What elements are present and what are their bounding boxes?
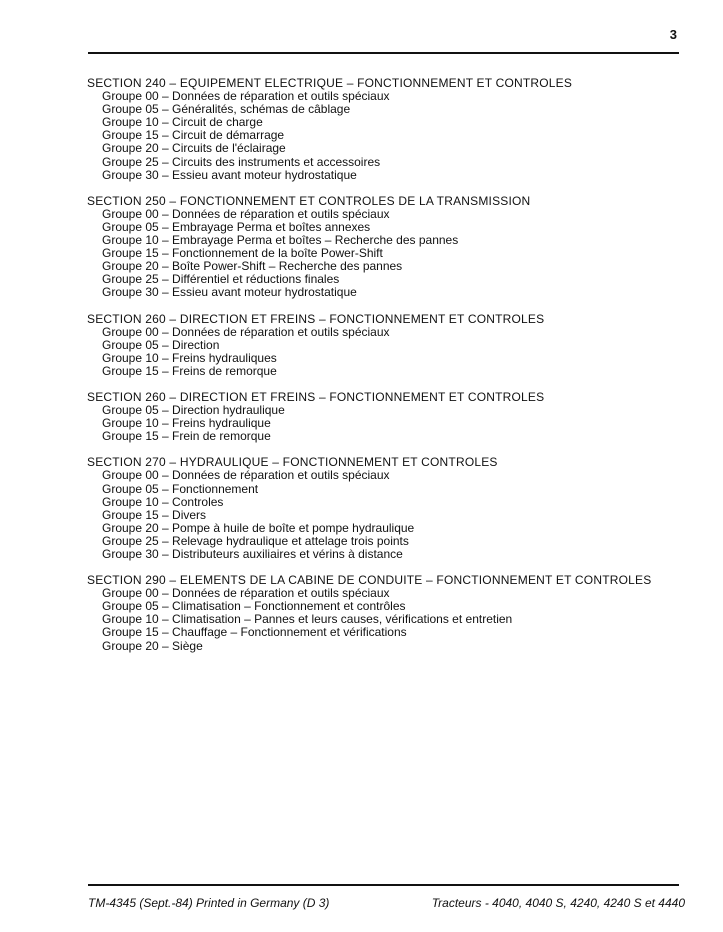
- group-entry: Groupe 15 – Fonctionnement de la boîte Power-Shift: [102, 246, 383, 261]
- group-entry: Groupe 00 – Données de réparation et outils spéciaux: [102, 206, 390, 221]
- group-entry: Groupe 15 – Chauffage – Fonctionnement et vérifications: [102, 625, 407, 640]
- group-entry: Groupe 15 – Circuit de démarrage: [102, 128, 285, 143]
- group-entry: Groupe 15 – Freins de remorque: [102, 363, 277, 378]
- group-entry: Groupe 00 – Données de réparation et outils spéciaux: [102, 89, 390, 104]
- group-entry: Groupe 20 – Boîte Power-Shift – Recherche des pannes: [102, 259, 403, 274]
- header-rule: [88, 52, 679, 54]
- group-entry: Groupe 00 – Données de réparation et outils spéciaux: [102, 468, 390, 483]
- group-entry: Groupe 05 – Fonctionnement: [102, 481, 259, 496]
- toc-section: [87, 195, 697, 300]
- group-entry: Groupe 05 – Direction hydraulique: [102, 403, 285, 418]
- group-entry: Groupe 00 – Données de réparation et outils spéciaux: [102, 324, 390, 339]
- group-entry: Groupe 25 – Circuits des instruments et accessoires: [102, 154, 381, 169]
- toc-section: [87, 574, 697, 653]
- section-title: SECTION 260 – DIRECTION ET FREINS – FONCTIONNEMENT ET CONTROLES: [87, 389, 545, 404]
- table-of-contents: [87, 77, 697, 666]
- group-entry: Groupe 10 – Circuit de charge: [102, 115, 263, 130]
- group-entry: Groupe 00 – Données de réparation et outils spéciaux: [102, 586, 390, 601]
- footer-document-reference: TM-4345 (Sept.-84) Printed in Germany (D 3): [88, 896, 330, 910]
- toc-section: [87, 77, 697, 182]
- group-entry: Groupe 10 – Embrayage Perma et boîtes – Recherche des pannes: [102, 233, 459, 248]
- group-entry: Groupe 15 – Frein de remorque: [102, 429, 271, 444]
- toc-section: [87, 456, 697, 561]
- group-entry: Groupe 20 – Siège: [102, 638, 203, 653]
- section-title: SECTION 240 – EQUIPEMENT ELECTRIQUE – FONCTIONNEMENT ET CONTROLES: [87, 76, 573, 90]
- group-entry: Groupe 25 – Relevage hydraulique et attelage trois points: [102, 533, 409, 548]
- group-entry: Groupe 20 – Pompe à huile de boîte et pompe hydraulique: [102, 520, 415, 535]
- group-entry: Groupe 30 – Essieu avant moteur hydrostatique: [102, 167, 357, 182]
- group-entry: Groupe 05 – Direction: [102, 337, 220, 352]
- group-entry: Groupe 20 – Circuits de l'éclairage: [102, 141, 286, 156]
- section-title: SECTION 260 – DIRECTION ET FREINS – FONCTIONNEMENT ET CONTROLES: [87, 311, 545, 326]
- section-title: SECTION 250 – FONCTIONNEMENT ET CONTROLES DE LA TRANSMISSION: [87, 193, 531, 208]
- group-entry: Groupe 05 – Climatisation – Fonctionnement et contrôles: [102, 599, 406, 614]
- group-entry: Groupe 05 – Généralités, schémas de câblage: [102, 102, 351, 117]
- toc-section: [87, 391, 697, 443]
- group-entry: Groupe 25 – Différentiel et réductions finales: [102, 272, 340, 287]
- section-title: SECTION 290 – ELEMENTS DE LA CABINE DE CONDUITE – FONCTIONNEMENT ET CONTROLES: [87, 573, 652, 588]
- toc-section: [87, 313, 697, 378]
- group-entry: Groupe 15 – Divers: [102, 507, 207, 522]
- page-footer: [88, 896, 685, 910]
- group-entry: Groupe 30 – Essieu avant moteur hydrostatique: [102, 285, 357, 300]
- section-title: SECTION 270 – HYDRAULIQUE – FONCTIONNEMENT ET CONTROLES: [87, 455, 498, 470]
- page-number: 3: [669, 27, 677, 42]
- group-entry: Groupe 10 – Freins hydraulique: [102, 416, 271, 431]
- group-entry: Groupe 10 – Controles: [102, 494, 224, 509]
- group-entry: Groupe 10 – Climatisation – Pannes et leurs causes, vérifications et entretien: [102, 612, 513, 627]
- footer-models: Tracteurs - 4040, 4040 S, 4240, 4240 S et 4440: [431, 896, 685, 910]
- footer-rule: [88, 884, 679, 886]
- group-entry: Groupe 30 – Distributeurs auxiliaires et vérins à distance: [102, 547, 403, 561]
- group-entry: Groupe 10 – Freins hydrauliques: [102, 350, 277, 365]
- group-entry: Groupe 05 – Embrayage Perma et boîtes annexes: [102, 219, 371, 234]
